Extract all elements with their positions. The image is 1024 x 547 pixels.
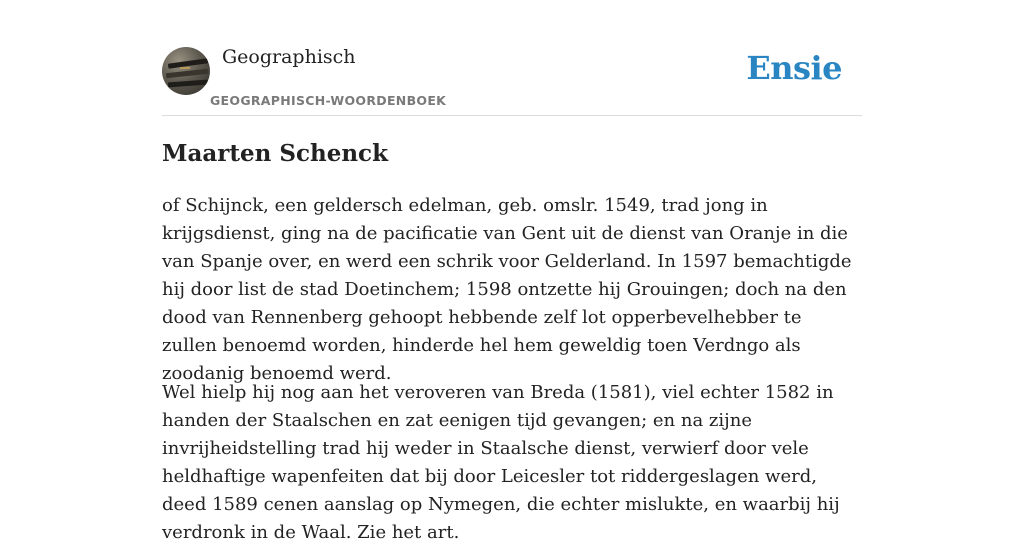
- books-avatar-icon[interactable]: [162, 47, 210, 95]
- site-header: [162, 0, 862, 116]
- article-paragraph: Wel hielp hij nog aan het veroveren van Breda (1581), viel echter 1582 in handen der Staalschen en zat eenigen tijd gevangen; en na zijne invrijheidstelling trad hij weder in Staalsche dienst, verwierf door vele heldhaftige wapenfeiten dat bij door Leicesler tot riddergeslagen werd, deed 1589 cenen aanslag op Nymegen, die echter mislukte, en waarbij hij verdronk in de Waal. Zie het art.: [162, 382, 840, 543]
- site-subtitle[interactable]: GEOGRAPHISCH-WOORDENBOEK: [210, 93, 447, 108]
- page: [162, 0, 862, 543]
- site-title[interactable]: Geographisch: [222, 46, 356, 68]
- article-paragraph: of Schijnck, een geldersch edelman, geb. omslr. 1549, trad jong in krijgsdienst, ging na de pacificatie van Gent uit de dienst van Oranje in die van Spanje over, en werd een schrik voor Gelderland. In 1597 bemachtigde hij door list de stad Doetinchem; 1598 ontzette hij Grouingen; doch na den dood van Rennenberg gehoopt hebbende zelf lot opperbevelhebber te zullen benoemd worden, hinderde hel hem geweldig toen Verdngo als zoodanig benoemd werd.: [162, 195, 852, 384]
- article-title: Maarten Schenck: [162, 140, 389, 167]
- brand-logo[interactable]: Ensie: [746, 49, 842, 87]
